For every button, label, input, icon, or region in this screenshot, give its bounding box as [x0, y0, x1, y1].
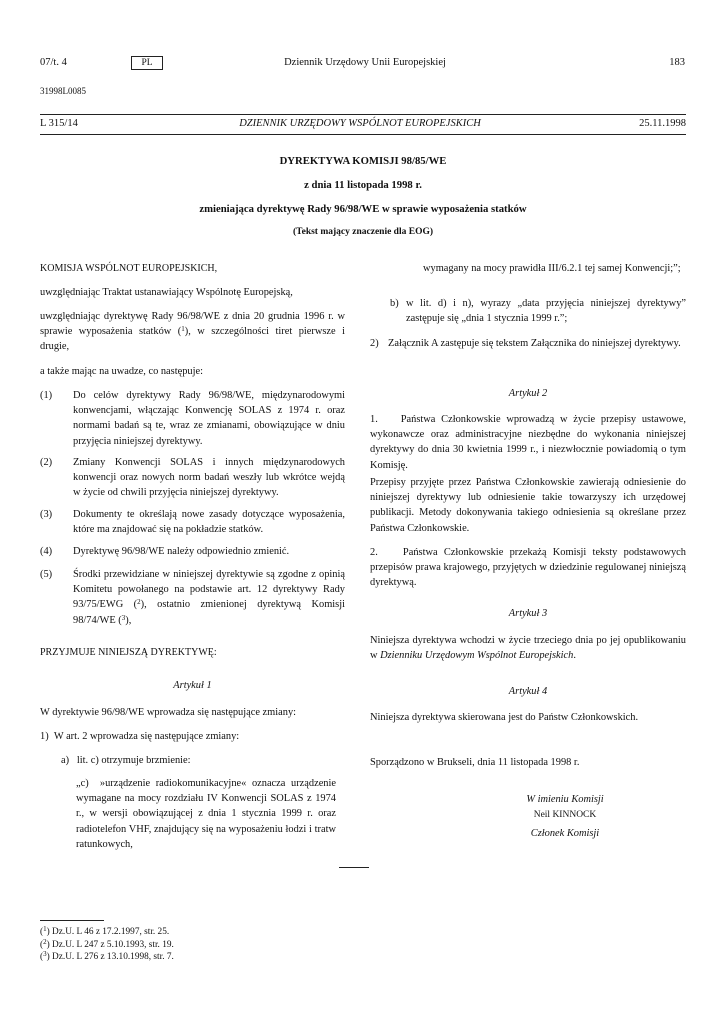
item-number: b) [390, 298, 399, 309]
recital-number: (3) [40, 509, 53, 520]
citation-directive: uwzględniając dyrektywę Rady 96/98/WE z dnia 20 grudnia 1996 r. w sprawie wyposażenia statków ($^1$), w szczególności tiret pierwsze i drugie, [40, 311, 345, 353]
signature-on-behalf: W imieniu Komisji [526, 794, 604, 805]
recital-number: (4) [40, 546, 53, 557]
oj-date: 25.11.1998 [639, 118, 686, 129]
footnote: ($^1$) Dz.U. L 46 z 17.2.1997, str. 25. [40, 925, 170, 937]
oj-journal-name: DZIENNIK URZĘDOWY WSPÓLNOT EUROPEJSKICH [239, 118, 481, 129]
language-box: PL [131, 56, 163, 70]
oj-reference: L 315/14 [40, 118, 78, 129]
recital-number: (1) [40, 390, 53, 401]
article-2-heading: Artykuł 2 [508, 388, 548, 399]
article-3-text: Niniejsza dyrektywa wchodzi w życie trzeciego dnia po jej opublikowaniu w Dzienniku Urzędowym Wspólnot Europejskich. [370, 635, 686, 662]
directive-subject: zmieniająca dyrektywę Rady 96/98/WE w sprawie wyposażenia statków [199, 203, 527, 215]
amendment-item-1: 1) W art. 2 wprowadza się następujące zmiany: [40, 731, 240, 742]
recital-text: Do celów dyrektywy Rady 96/98/WE, międzynarodowymi konwencjami, włączając Konwencję SOLAS z 1974 r. oraz normami badań są te, wraz ze zmianami, obowiązujące w dniu przyjęcia niniejszej dyrektywy. [73, 390, 345, 447]
signatory-name: Neil KINNOCK [533, 810, 597, 820]
whereas-intro: a także mając na uwadze, co następuje: [40, 366, 203, 377]
citation-treaty: uwzględniając Traktat ustanawiający Wspólnotę Europejską, [40, 287, 293, 298]
directive-date: z dnia 11 listopada 1998 r. [304, 179, 422, 191]
journal-title: Dziennik Urzędowy Unii Europejskiej [284, 57, 446, 68]
amended-definition: „c) »urządzenie radiokomunikacyjne« oznacza urządzenie wymagane na mocy rozdziału IV Konwencji SOLAS z 1974 r., w wersji obowiązującej z dnia 1 stycznia 1999 r. oraz radiotelefon VHF, znajdujący się na wyposażeniu łodzi i tratw ratunkowych, [76, 778, 336, 850]
footnote: ($^3$) Dz.U. L 276 z 13.10.1998, str. 7. [40, 950, 174, 962]
header-rule-top [40, 114, 686, 115]
page-number: 183 [669, 57, 685, 68]
recital-text: Dyrektywę 96/98/WE należy odpowiednio zmienić. [73, 546, 290, 557]
end-of-text-rule [339, 867, 369, 868]
article-1-heading: Artykuł 1 [173, 680, 212, 691]
footnote: ($^2$) Dz.U. L 247 z 5.10.1993, str. 19. [40, 937, 174, 950]
recital-text: Środki przewidziane w niniejszej dyrektywie są zgodne z opinią Komitetu powołanego na podstawie art. 12 dyrektywy Rady 93/75/EWG ($^2$), ostatnio zmienionej dyrektywą Komisji 98/74/WE ($^3$), [73, 569, 345, 626]
recital-number: (2) [40, 457, 53, 468]
article-3-heading: Artykuł 3 [508, 608, 548, 619]
celex-number: 31998L0085 [40, 86, 86, 96]
recital-text: Zmiany Konwencji SOLAS i innych międzynarodowych konwencji oraz nowych norm badań weszły lub wkrótce wejdą w życie od chwili przyjęcia niniejszej dyrektywy. [73, 457, 345, 499]
done-at: Sporządzono w Brukseli, dnia 11 listopada 1998 r. [370, 757, 580, 768]
amendment-item-1a: a) lit. c) otrzymuje brzmienie: [61, 755, 191, 766]
recital-number: (5) [40, 569, 53, 580]
article-4-text: Niniejsza dyrektywa skierowana jest do Państw Członkowskich. [370, 712, 639, 723]
amendment-item-2: Załącznik A zastępuje się tekstem Załącznika do niniejszej dyrektywy. [388, 338, 681, 349]
signatory-role: Członek Komisji [530, 828, 600, 839]
item-number: 2) [370, 338, 379, 349]
article-2-paragraph-2: 2. Państwa Członkowskie przekażą Komisji teksty podstawowych przepisów prawa krajowego, przyjętych w dziedzinie regulowanej niniejszą dyrektywą. [370, 547, 686, 589]
article-4-heading: Artykuł 4 [508, 686, 548, 697]
volume-number: 07/t. 4 [40, 57, 67, 68]
amended-definition-continued: wymagany na mocy prawidła III/6.2.1 tej samej Konwencji;”; [423, 263, 681, 274]
article-2-paragraph-1: 1. Państwa Członkowskie wprowadzą w życie przepisy ustawowe, wykonawcze oraz administracyjne niezbędne do wykonania niniejszej dyrektywy do dnia 30 kwietnia 1999 r., i niezwłocznie powiadomią o tym Komisję. [370, 414, 686, 471]
eea-relevance: (Tekst mający znaczenie dla EOG) [292, 227, 434, 237]
article-1-intro: W dyrektywie 96/98/WE wprowadza się następujące zmiany: [40, 707, 297, 718]
recital-text: Dokumenty te określają nowe zasady dotyczące wyposażenia, które ma znajdować się na pokładzie statków. [73, 509, 345, 536]
amendment-item-1b: w lit. d) i n), wyrazy „data przyjęcia niniejszej dyrektywy” zastępuje się „dnia 1 stycznia 1999 r.”; [406, 298, 686, 325]
commission-heading: KOMISJA WSPÓLNOT EUROPEJSKICH, [40, 263, 218, 274]
header-rule-bottom [40, 134, 686, 135]
footnotes [40, 926, 174, 964]
directive-title: DYREKTYWA KOMISJI 98/85/WE [279, 155, 447, 167]
adopts-heading: PRZYJMUJE NINIEJSZĄ DYREKTYWĘ: [40, 647, 217, 658]
article-2-reference-clause: Przepisy przyjęte przez Państwa Członkowskie zawierają odniesienie do niniejszej dyrektywy lub odniesienie takie towarzyszy ich urzędowej publikacji. Metody dokonywania takiego odniesienia są określane przez Państwa Członkowskie. [370, 477, 686, 534]
footnote-separator [40, 920, 104, 921]
